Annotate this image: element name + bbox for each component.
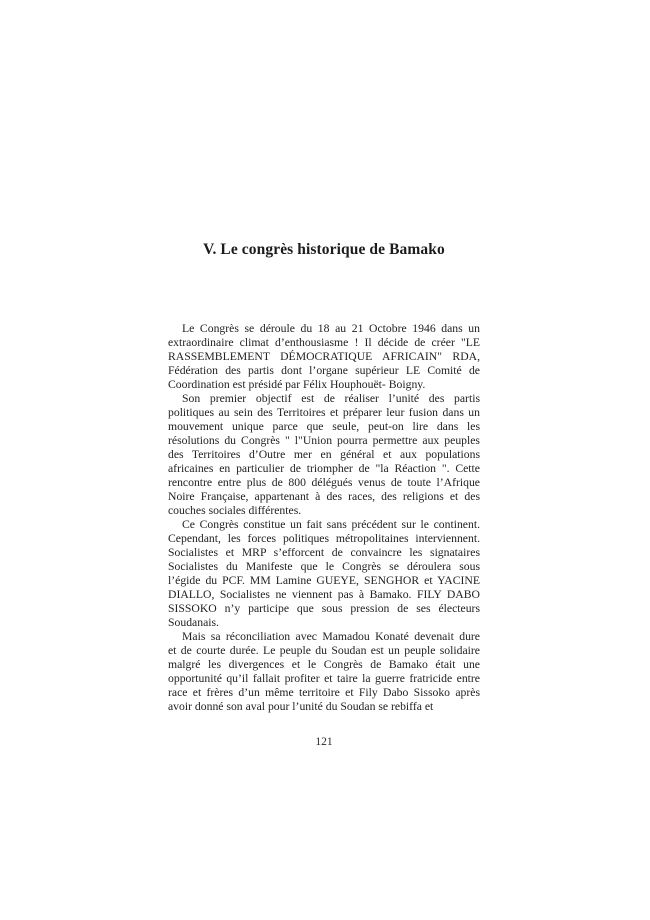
- text-line: couches sociales différentes.: [168, 504, 302, 517]
- text-line: politiques au sein des Territoires et préparer leur fusion dans un: [168, 406, 480, 419]
- text-line: avoir donné son aval pour l’unité du Soudan se rebiffa et: [168, 700, 434, 713]
- text-line: et de courte durée. Le peuple du Soudan est un peuple solidaire: [168, 644, 480, 657]
- text-line: mouvement unique parce que seule, peut-on lire dans les: [168, 420, 480, 433]
- paragraph: [168, 392, 480, 518]
- text-line: Le Congrès se déroule du 18 au 21 Octobre 1946 dans un: [182, 322, 480, 335]
- text-line: Soudanais.: [168, 616, 219, 629]
- text-line: Mais sa réconciliation avec Mamadou Konaté devenait dure: [182, 630, 480, 643]
- page-number: 121: [315, 736, 333, 748]
- text-line: race et frères d’un même territoire et Fily Dabo Sissoko après: [168, 686, 480, 699]
- text-line: Socialistes et MRP s’efforcent de convaincre les signataires: [168, 546, 480, 559]
- text-line: RASSEMBLEMENT DÉMOCRATIQUE AFRICAIN" RDA,: [168, 350, 480, 363]
- chapter-title: V. Le congrès historique de Bamako: [203, 241, 445, 258]
- text-line: SISSOKO n’y participe que sous pression de ses électeurs: [168, 602, 480, 615]
- page-body: [168, 322, 480, 714]
- text-line: rencontre entre plus de 800 délégués venus de toute l’Afrique: [168, 476, 480, 489]
- text-line: Socialistes du Manifeste que le Congrès se déroulera sous: [168, 560, 480, 573]
- text-line: extraordinaire climat d’enthousiasme ! Il décide de créer "LE: [168, 336, 480, 349]
- text-line: Fédération des partis dont l’organe supérieur LE Comité de: [168, 364, 480, 377]
- text-line: Ce Congrès constitue un fait sans précédent sur le continent.: [182, 518, 480, 531]
- text-line: des Territoires d’Outre mer en général et aux populations: [168, 448, 480, 461]
- text-line: opportunité qu’il fallait profiter et taire la guerre fratricide entre: [168, 672, 480, 685]
- paragraph: [168, 322, 480, 392]
- text-line: l’égide du PCF. MM Lamine GUEYE, SENGHOR et YACINE: [168, 574, 480, 587]
- paragraph: [168, 630, 480, 714]
- text-line: DIALLO, Socialistes ne viennent pas à Bamako. FILY DABO: [168, 588, 480, 601]
- text-line: Son premier objectif est de réaliser l’unité des partis: [182, 392, 480, 405]
- text-line: Cependant, les forces politiques métropolitaines interviennent.: [168, 532, 480, 545]
- text-line: africaines en particulier de triompher de "la Réaction ". Cette: [168, 462, 480, 475]
- paragraph: [168, 518, 480, 630]
- text-line: résolutions du Congrès " l"Union pourra permettre aux peuples: [168, 434, 480, 447]
- text-line: Coordination est présidé par Félix Houphouët- Boigny.: [168, 378, 426, 391]
- text-line: malgré les divergences et le Congrès de Bamako était une: [168, 658, 480, 671]
- text-line: Noire Française, appartenant à des races, des religions et des: [168, 490, 480, 503]
